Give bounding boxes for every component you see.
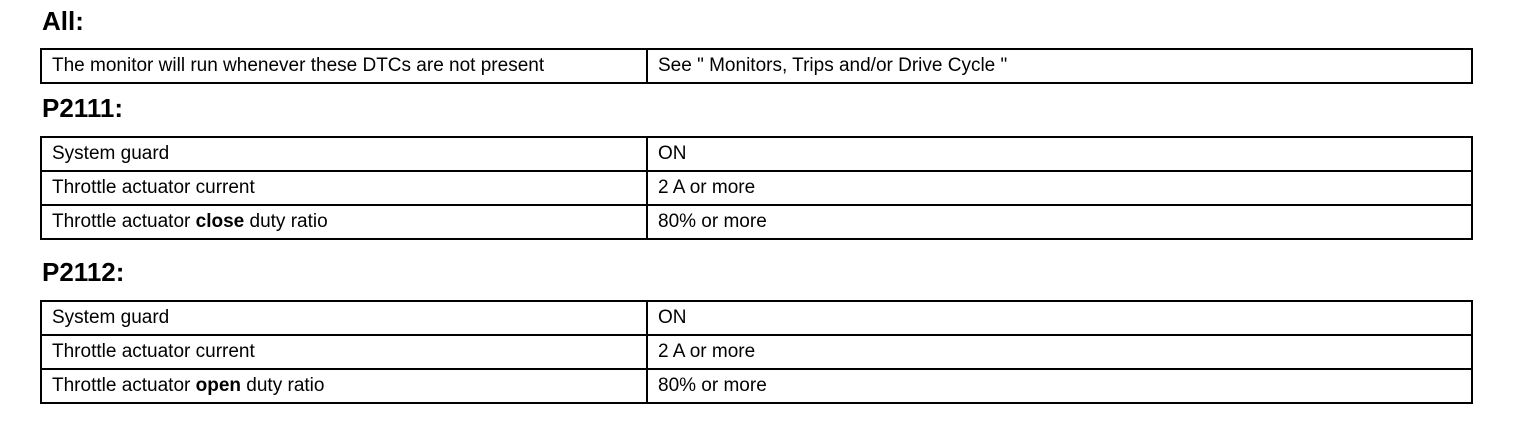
- condition-cell: [41, 369, 647, 403]
- value-cell: See " Monitors, Trips and/or Drive Cycle ": [647, 49, 1472, 83]
- table-row: [41, 369, 1472, 403]
- condition-text-emphasis: open: [195, 375, 242, 396]
- table-row: [41, 205, 1472, 239]
- condition-text-prefix: Throttle actuator: [52, 375, 196, 396]
- condition-cell: System guard: [41, 137, 647, 171]
- table-row: [41, 301, 1472, 335]
- section-heading-all: All:: [42, 6, 84, 36]
- condition-text-suffix: duty ratio: [244, 211, 328, 232]
- condition-cell: Throttle actuator current: [41, 335, 647, 369]
- condition-cell: Throttle actuator current: [41, 171, 647, 205]
- value-cell: 2 A or more: [647, 335, 1472, 369]
- table-row: [41, 137, 1472, 171]
- table-row: [41, 49, 1472, 83]
- value-cell: ON: [647, 137, 1472, 171]
- condition-text-prefix: Throttle actuator: [52, 211, 196, 232]
- condition-cell: The monitor will run whenever these DTCs are not present: [41, 49, 647, 83]
- conditions-table-p2111: [40, 136, 1473, 240]
- value-cell: 80% or more: [647, 369, 1472, 403]
- condition-cell: [41, 205, 647, 239]
- conditions-table-p2112: [40, 300, 1473, 404]
- value-cell: 2 A or more: [647, 171, 1472, 205]
- section-heading-p2111: P2111:: [42, 93, 123, 123]
- section-heading-p2112: P2112:: [42, 257, 125, 287]
- condition-cell: System guard: [41, 301, 647, 335]
- table-row: [41, 335, 1472, 369]
- value-cell: 80% or more: [647, 205, 1472, 239]
- table-row: [41, 171, 1472, 205]
- condition-text-suffix: duty ratio: [241, 375, 325, 396]
- conditions-table-all: [40, 48, 1473, 84]
- value-cell: ON: [647, 301, 1472, 335]
- condition-text-emphasis: close: [195, 211, 245, 232]
